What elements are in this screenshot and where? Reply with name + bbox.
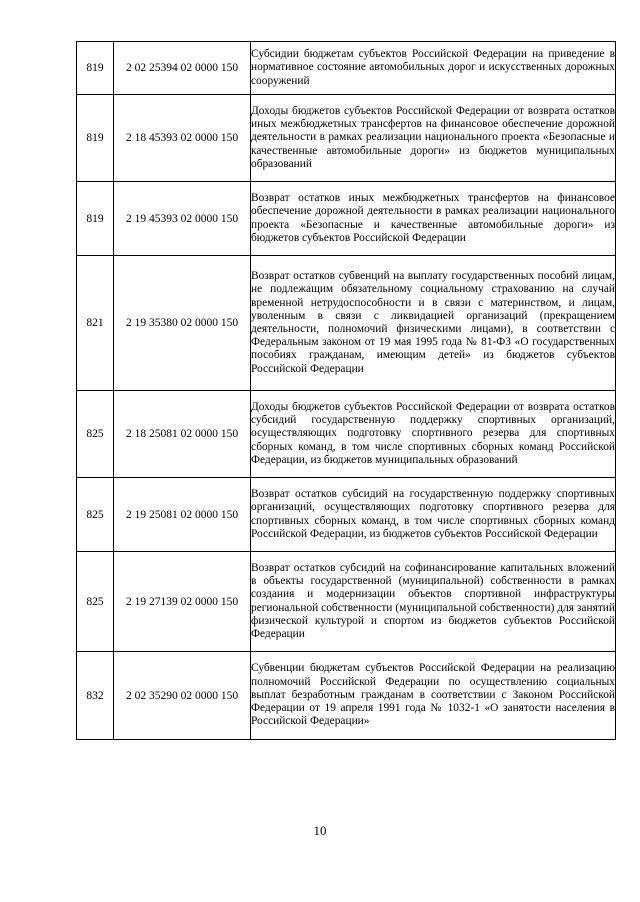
description-cell: Доходы бюджетов субъектов Российской Федерации от возврата остатков субсидий государственную поддержку спортивных организаций, осуществляющих подготовку спортивного резерва для спортивных сборных команд, в том числе спортивных сборных команд Российской Федерации, из бюджетов муниципальных образований xyxy=(251,391,616,478)
admin-code-cell: 825 xyxy=(77,391,114,478)
budget-code-cell: 2 02 35290 02 0000 150 xyxy=(114,652,251,740)
admin-code-cell: 819 xyxy=(77,42,114,95)
budget-code-cell: 2 19 25081 02 0000 150 xyxy=(114,478,251,552)
description-cell: Субвенции бюджетам субъектов Российской Федерации на реализацию полномочий Российской Федерации по осуществлению социальных выплат безработным гражданам в соответствии с Законом Российской Федерации от 19 апреля 1991 года № 1032-1 «О занятости населения в Российской Федерации» xyxy=(251,652,616,740)
budget-code-cell: 2 19 45393 02 0000 150 xyxy=(114,182,251,256)
page-number: 10 xyxy=(313,823,327,838)
table-row xyxy=(77,42,616,95)
table-row xyxy=(77,256,616,391)
description-cell: Доходы бюджетов субъектов Российской Федерации от возврата остатков иных межбюджетных трансфертов на финансовое обеспечение дорожной деятельности в рамках реализации национального проекта «Безопасные и качественные автомобильные дороги» из бюджетов муниципальных образований xyxy=(251,95,616,182)
description-cell: Субсидии бюджетам субъектов Российской Федерации на приведение в нормативное состояние автомобильных дорог и искусственных дорожных сооружений xyxy=(251,42,616,95)
table-row xyxy=(77,478,616,552)
admin-code-cell: 819 xyxy=(77,95,114,182)
admin-code-cell: 825 xyxy=(77,552,114,652)
table-row xyxy=(77,552,616,652)
budget-code-cell: 2 18 25081 02 0000 150 xyxy=(114,391,251,478)
budget-code-cell: 2 19 35380 02 0000 150 xyxy=(114,256,251,391)
admin-code-cell: 821 xyxy=(77,256,114,391)
description-cell: Возврат остатков субсидий на государственную поддержку спортивных организаций, осуществляющих подготовку спортивного резерва для спортивных сборных команд, в том числе спортивных сборных команд Российской Федерации, из бюджетов субъектов Российской Федерации xyxy=(251,478,616,552)
budget-code-cell: 2 19 27139 02 0000 150 xyxy=(114,552,251,652)
table-row xyxy=(77,652,616,740)
admin-code-cell: 819 xyxy=(77,182,114,256)
table-row xyxy=(77,95,616,182)
budget-code-cell: 2 02 25394 02 0000 150 xyxy=(114,42,251,95)
revenue-codes-table xyxy=(76,41,616,740)
budget-code-cell: 2 18 45393 02 0000 150 xyxy=(114,95,251,182)
table-row xyxy=(77,182,616,256)
description-cell: Возврат остатков субсидий на софинансирование капитальных вложений в объекты государственной (муниципальной) собственности в рамках создания и модернизации объектов спортивной инфраструктуры региональной собственности (муниципальной собственности) для занятий физической культурой и спортом из бюджетов субъектов Российской Федерации xyxy=(251,552,616,652)
table-row xyxy=(77,391,616,478)
description-cell: Возврат остатков субвенций на выплату государственных пособий лицам, не подлежащим обязательному социальному страхованию на случай временной нетрудоспособности и в связи с материнством, и лицам, уволенным в связи с ликвидацией организаций (прекращением деятельности, полномочий физическими лицами), в соответствии с Федеральным законом от 19 мая 1995 года № 81-ФЗ «О государственных пособиях гражданам, имеющим детей» из бюджетов субъектов Российской Федерации xyxy=(251,256,616,391)
admin-code-cell: 832 xyxy=(77,652,114,740)
description-cell: Возврат остатков иных межбюджетных трансфертов на финансовое обеспечение дорожной деятельности в рамках реализации национального проекта «Безопасные и качественные автомобильные дороги» из бюджетов субъектов Российской Федерации xyxy=(251,182,616,256)
admin-code-cell: 825 xyxy=(77,478,114,552)
